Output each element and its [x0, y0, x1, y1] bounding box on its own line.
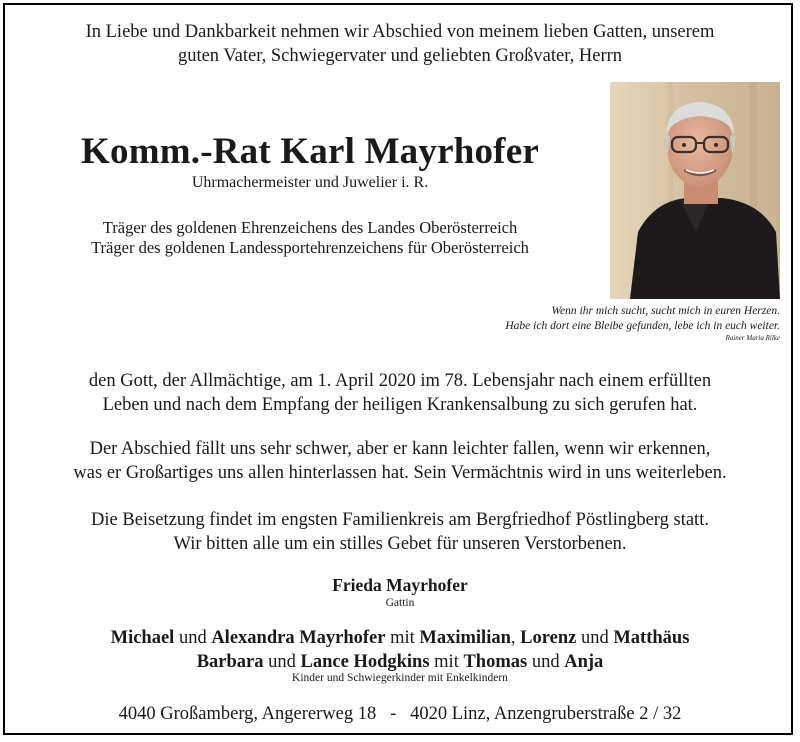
connector: mit	[429, 652, 464, 672]
connector: und	[576, 628, 614, 648]
child-name: Alexandra Mayrhofer	[211, 628, 386, 648]
paragraph-farewell	[0, 437, 800, 485]
quote-author: Rainer Maria Rilke	[725, 334, 780, 342]
children-role: Kinder und Schwiegerkinder mit Enkelkindern	[292, 672, 508, 684]
connector: ,	[510, 628, 521, 648]
deceased-name: Komm.-Rat Karl Mayrhofer	[81, 131, 539, 172]
family-address: 4040 Großamberg, Angererweg 18 - 4020 Linz, Anzengruberstraße 2 / 32	[118, 704, 682, 724]
honor-line-2: Träger des goldenen Landessportehrenzeichens für Oberösterreich	[91, 238, 529, 257]
paragraph-death	[0, 369, 800, 417]
grandchild-name: Lorenz	[520, 628, 577, 648]
spouse-name: Frieda Mayrhofer	[332, 575, 468, 595]
child-name: Lance Hodgkins	[300, 652, 430, 672]
deceased-honors	[40, 218, 580, 258]
portrait-photo	[610, 82, 780, 299]
intro-line-2: guten Vater, Schwiegervater und geliebten Großvater, Herrn	[177, 46, 623, 66]
grandchild-name: Matthäus	[613, 628, 690, 648]
honor-line-1: Träger des goldenen Ehrenzeichens des Landes Oberösterreich	[102, 218, 518, 237]
children-line-1	[0, 626, 800, 650]
intro-line-1: In Liebe und Dankbarkeit nehmen wir Abschied von meinem lieben Gatten, unserem	[85, 22, 715, 42]
children-line-2	[0, 650, 800, 674]
quote-line-1: Wenn ihr mich sucht, sucht mich in euren Herzen.	[551, 305, 780, 317]
connector: mit	[385, 628, 420, 648]
paragraph-farewell-line-2: was er Großartiges uns allen hinterlassen hat. Sein Vermächtnis wird in uns weiterleben.	[73, 463, 727, 483]
paragraph-burial-line-2: Wir bitten alle um ein stilles Gebet für unseren Verstorbenen.	[173, 534, 627, 554]
connector: und	[263, 652, 301, 672]
child-name: Barbara	[196, 652, 264, 672]
grandchild-name: Maximilian	[419, 628, 511, 648]
intro-text	[0, 20, 800, 68]
children-names	[0, 626, 800, 674]
deceased-profession: Uhrmachermeister und Juwelier i. R.	[191, 174, 429, 191]
connector: und	[527, 652, 565, 672]
child-name: Michael	[110, 628, 175, 648]
paragraph-death-line-2: Leben und nach dem Empfang der heiligen Krankensalbung zu sich gerufen hat.	[102, 395, 698, 415]
quote-line-2: Habe ich dort eine Bleibe gefunden, lebe ich in euch weiter.	[505, 320, 780, 332]
spouse-role: Gattin	[385, 597, 415, 609]
paragraph-death-line-1: den Gott, der Allmächtige, am 1. April 2020 im 78. Lebensjahr nach einem erfüllten	[88, 371, 712, 391]
paragraph-burial-line-1: Die Beisetzung findet im engsten Familienkreis am Bergfriedhof Pöstlingberg statt.	[91, 510, 709, 530]
connector: und	[174, 628, 212, 648]
grandchild-name: Anja	[564, 652, 604, 672]
paragraph-farewell-line-1: Der Abschied fällt uns sehr schwer, aber er kann leichter fallen, wenn wir erkennen,	[89, 439, 711, 459]
portrait-illustration	[610, 82, 780, 299]
memorial-quote	[400, 304, 780, 334]
paragraph-burial	[0, 508, 800, 556]
grandchild-name: Thomas	[463, 652, 528, 672]
